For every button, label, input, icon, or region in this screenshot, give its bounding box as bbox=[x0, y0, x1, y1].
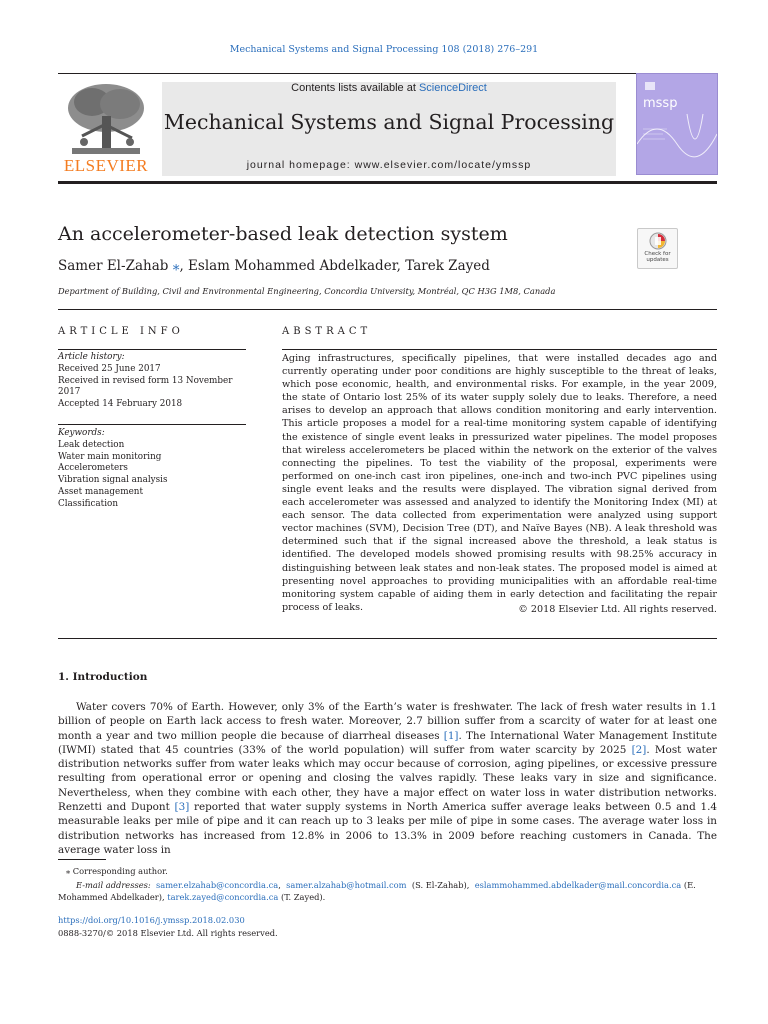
copyright-notice: © 2018 Elsevier Ltd. All rights reserved. bbox=[518, 604, 717, 615]
history-label: Article history: bbox=[58, 352, 125, 362]
email-owner: (S. El-Zahab), bbox=[411, 880, 470, 890]
section-rule bbox=[58, 309, 717, 310]
keywords bbox=[58, 428, 248, 511]
email-owner: (E. Mohammed Abdelkader), bbox=[58, 880, 696, 902]
keyword-item: Accelerometers bbox=[58, 463, 128, 474]
contents-line bbox=[162, 82, 616, 94]
abstract-rule bbox=[282, 349, 717, 350]
journal-homepage bbox=[162, 159, 616, 171]
sciencedirect-link[interactable]: ScienceDirect bbox=[418, 82, 487, 94]
intro-text-part: Water covers 70% of Earth. However, only 3% of the Earth’s water is freshwater. The lack of fresh water results in 1.1 billion of people on Earth lack access to fresh water. Moreover, 2.7 billion suffer from a scarcity of water for at least one month a year and two million people die because of diarrheal diseases bbox=[58, 701, 717, 742]
footnote-text: Corresponding author. bbox=[72, 866, 168, 876]
keyword-item: Vibration signal analysis bbox=[58, 475, 168, 486]
intro-paragraph bbox=[58, 700, 717, 857]
journal-cover[interactable] bbox=[636, 73, 718, 175]
article-info-rule bbox=[58, 424, 246, 425]
abstract-text: Aging infrastructures, specifically pipelines, that were installed decades ago and currently operating under poor conditions are highly susceptible to the threat of leaks, which pose economic, health, and environmental risks. For example, in the year 2009, the state of Ontario lost 25% of its water supply solely due to leaks. Therefore, a need arises to develop an approach that allows condition monitoring and early intervention. This article proposes a model for a real-time monitoring system capable of identifying the existence of single event leaks in pressurized water pipelines. The model proposes that wireless accelerometers be placed within the network on the exterior of the valves connecting the pipelines. To test the viability of the proposal, experiments were performed on one-inch cast iron pipelines, one-inch and two-inch PVC pipelines using single event leaks and the results were displayed. The vibration signal derived from each accelerometer was assessed and analyzed to identify the Monitoring Index (MI) at each sensor. The data collected from experimentation were analyzed using support vector machines (SVM), Decision Tree (DT), and Naïve Bayes (NB). A leak threshold was determined such that if the signal increased above the threshold, a leak status is identified. The developed models showed promising results with 98.25% accuracy in distinguishing between leak states and non-leak states. The proposed model is aimed at presenting novel approaches to providing municipalities with an affordable real-time monitoring system capable of aiding them in early detection and facilitating the repair process of leaks. bbox=[282, 353, 717, 613]
affiliation: Department of Building, Civil and Environmental Engineering, Concordia University, Montréal, QC H3G 1M8, Canada bbox=[58, 286, 556, 296]
abstract-heading: ABSTRACT bbox=[282, 326, 372, 337]
journal-citation[interactable]: Mechanical Systems and Signal Processing 108 (2018) 276–291 bbox=[229, 44, 539, 55]
keyword-item: Leak detection bbox=[58, 439, 125, 450]
check-updates-icon bbox=[649, 232, 667, 250]
email-link[interactable]: samer.elzahab@concordia.ca bbox=[155, 880, 279, 890]
article-history bbox=[58, 352, 248, 411]
homepage-link[interactable]: www.elsevier.com/locate/ymssp bbox=[354, 159, 532, 171]
homepage-prefix: journal homepage: bbox=[246, 159, 355, 171]
article-info-rule bbox=[58, 349, 246, 350]
history-item: Received in revised form 13 November 2017 bbox=[58, 375, 233, 398]
email-owner: (T. Zayed). bbox=[280, 892, 326, 902]
journal-title[interactable]: Mechanical Systems and Signal Processing bbox=[163, 110, 615, 134]
header-rule bbox=[58, 73, 717, 74]
author-separator: , bbox=[179, 258, 189, 274]
author-separator: , bbox=[396, 258, 406, 274]
check-for-updates-button[interactable] bbox=[637, 228, 678, 269]
history-item: Received 25 June 2017 bbox=[58, 363, 161, 374]
email-link[interactable]: samer.alzahab@hotmail.com bbox=[286, 880, 407, 890]
keyword-item: Asset management bbox=[58, 486, 144, 497]
email-footnote bbox=[58, 879, 717, 903]
contents-prefix: Contents lists available at bbox=[291, 82, 419, 94]
author-name[interactable]: Tarek Zayed bbox=[405, 258, 490, 274]
header-thick-rule bbox=[58, 181, 717, 184]
cover-title: mssp bbox=[643, 96, 678, 111]
intro-text-part: reported that water supply systems in North America suffer average leaks between 0.5 and 1.4 measurable leaks per mile of pipe and it can reach up to 3 leaks per mile of pipe in some cases. The average water loss in distribution networks has increased from 12.8% in 2006 to 13.3% in 2009 before reaching customers in Canada. The average water loss in bbox=[58, 801, 717, 856]
corresponding-footnote bbox=[66, 866, 168, 876]
keywords-label: Keywords: bbox=[58, 428, 105, 438]
author-name[interactable]: Samer El-Zahab bbox=[58, 258, 169, 274]
email-label: E-mail addresses: bbox=[76, 880, 151, 890]
keyword-item: Water main monitoring bbox=[58, 451, 162, 462]
history-item: Accepted 14 February 2018 bbox=[58, 399, 183, 410]
reference-link[interactable]: [1] bbox=[443, 729, 459, 742]
author-list bbox=[58, 258, 490, 274]
footnote-mark: ⁎ bbox=[66, 866, 71, 876]
section-rule bbox=[58, 638, 717, 639]
keyword-item: Classification bbox=[58, 498, 118, 509]
elsevier-logo[interactable] bbox=[58, 80, 154, 176]
elsevier-wordmark: ELSEVIER bbox=[63, 156, 149, 175]
paper-title: An accelerometer-based leak detection system bbox=[58, 223, 508, 245]
elsevier-tree-icon bbox=[62, 80, 150, 156]
email-link[interactable]: tarek.zayed@concordia.ca bbox=[167, 892, 279, 902]
intro-text-part: . Most water distribution networks suffer from water leaks which may occur because of corrosion, aging pipelines, or excessive pressure resulting from operational error or opening and closing the valves rapidly. These leaks vary in size and significance. Nevertheless, when they combine with each other, they have a major effect on water loss in water distribution networks. Renzetti and Dupont bbox=[58, 743, 717, 814]
check-updates-label: Check for updates bbox=[644, 251, 671, 263]
intro-text-part: . The International Water Management Institute (IWMI) stated that 45 countries (33% of the world population) will suffer from water scarcity by 2025 bbox=[58, 729, 717, 756]
footnote-rule bbox=[58, 859, 106, 860]
cover-wave-icon bbox=[637, 74, 717, 174]
section-heading: 1. Introduction bbox=[58, 671, 148, 683]
email-separator: , bbox=[278, 880, 281, 890]
reference-link[interactable]: [3] bbox=[174, 801, 190, 814]
issn-copyright: 0888-3270/© 2018 Elsevier Ltd. All rights reserved. bbox=[58, 928, 278, 938]
reference-link[interactable]: [2] bbox=[631, 743, 647, 756]
corresponding-author-mark[interactable]: ⁎ bbox=[172, 258, 180, 274]
doi-link[interactable]: https://doi.org/10.1016/j.ymssp.2018.02.030 bbox=[58, 915, 245, 925]
author-name[interactable]: Eslam Mohammed Abdelkader bbox=[188, 258, 397, 274]
article-info-heading: ARTICLE INFO bbox=[58, 326, 184, 337]
email-link[interactable]: eslammohammed.abdelkader@mail.concordia.ca bbox=[474, 880, 682, 890]
